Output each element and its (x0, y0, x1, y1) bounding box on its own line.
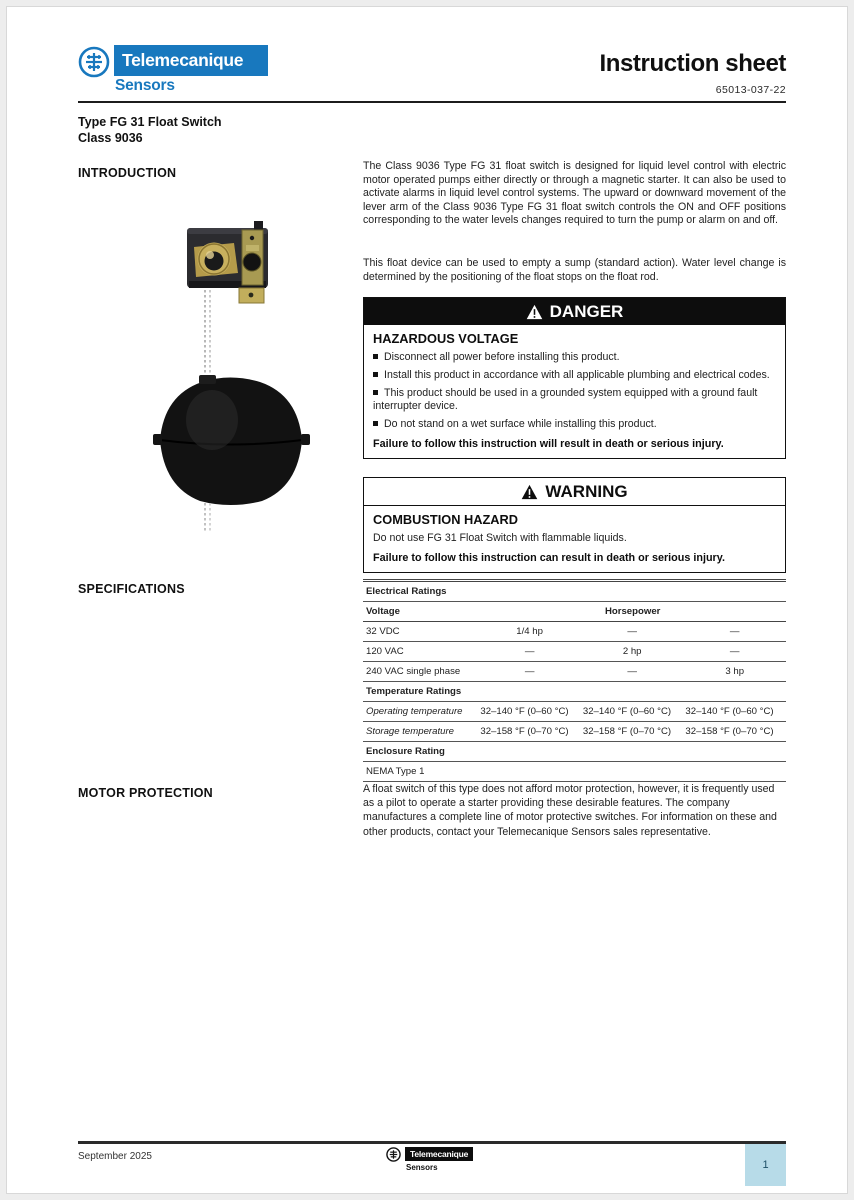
warning-label: WARNING (545, 481, 628, 501)
specifications-table (363, 579, 786, 782)
hp-cell: — (683, 642, 786, 662)
product-title-line2: Class 9036 (78, 131, 143, 145)
danger-hazard-title: HAZARDOUS VOLTAGE (373, 331, 519, 346)
footer-brand-name: Telemecanique (405, 1147, 473, 1161)
warning-failure-statement: Failure to follow this instruction can result in death or serious injury. (373, 551, 725, 564)
table-section-label: Temperature Ratings (363, 682, 786, 702)
hp-cell: — (581, 662, 684, 682)
bullet-square-icon (373, 390, 378, 395)
table-row (363, 662, 786, 682)
danger-bullet-text: Do not stand on a wet surface while installing this product. (384, 418, 657, 431)
table-row (363, 702, 786, 722)
product-title (78, 114, 222, 146)
footer-logo-text (405, 1147, 473, 1172)
table-header-row (363, 602, 786, 622)
temp-value-cell: 32–158 °F (0–70 °C) (683, 722, 786, 742)
voltage-cell: 120 VAC (363, 642, 478, 662)
table-section-electrical (363, 581, 786, 602)
page-number-badge: 1 (745, 1144, 786, 1186)
telemecanique-logo-icon (386, 1147, 401, 1162)
danger-bullet-text: This product should be used in a grounded system equipped with a ground fault interrupter device. (373, 386, 758, 413)
bullet-square-icon (373, 421, 378, 426)
warning-triangle-icon (526, 304, 543, 320)
temp-label-cell: Operating temperature (363, 702, 478, 722)
footer-logo (386, 1147, 473, 1172)
table-row (363, 622, 786, 642)
voltage-cell: 32 VDC (363, 622, 478, 642)
table-section-label: Enclosure Rating (363, 742, 786, 762)
hp-cell: 2 hp (581, 642, 684, 662)
header-rule (78, 101, 786, 103)
warning-box (363, 477, 786, 573)
table-section-enclosure (363, 742, 786, 762)
warning-triangle-icon (521, 484, 538, 500)
hp-cell: — (478, 642, 581, 662)
danger-bullet (373, 351, 776, 365)
danger-failure-statement: Failure to follow this instruction will result in death or serious injury. (373, 437, 724, 450)
table-row (363, 722, 786, 742)
table-row (363, 762, 786, 782)
danger-bullet (373, 369, 776, 383)
warning-body-text: Do not use FG 31 Float Switch with flammable liquids. (373, 532, 627, 544)
danger-header (364, 298, 785, 325)
section-heading-motor-protection: MOTOR PROTECTION (78, 786, 213, 800)
bullet-square-icon (373, 372, 378, 377)
footer-brand-sub: Sensors (406, 1163, 438, 1172)
warning-header (364, 478, 785, 506)
hp-cell: — (478, 662, 581, 682)
intro-paragraph-2: This float device can be used to empty a sump (standard action). Water level change is determined by the positioning of the float stops on the float rod. (363, 257, 786, 283)
temp-value-cell: 32–140 °F (0–60 °C) (683, 702, 786, 722)
voltage-column-header: Voltage (363, 602, 478, 622)
footer-date: September 2025 (78, 1151, 152, 1162)
table-row (363, 642, 786, 662)
temp-value-cell: 32–158 °F (0–70 °C) (478, 722, 581, 742)
nema-cell: NEMA Type 1 (363, 762, 786, 782)
danger-box (363, 297, 786, 459)
footer-rule (78, 1141, 786, 1144)
brand-name: Telemecanique (114, 45, 268, 76)
temp-label-cell: Storage temperature (363, 722, 478, 742)
table-section-temperature (363, 682, 786, 702)
brand-sub: Sensors (115, 77, 175, 94)
horsepower-column-header: Horsepower (478, 602, 786, 622)
warning-hazard-title: COMBUSTION HAZARD (373, 512, 519, 527)
temp-value-cell: 32–158 °F (0–70 °C) (581, 722, 684, 742)
danger-bullet (373, 418, 776, 432)
telemecanique-logo-icon (78, 46, 110, 78)
danger-bullet-text: Disconnect all power before installing this product. (384, 351, 620, 363)
section-heading-introduction: INTRODUCTION (78, 166, 177, 180)
hp-cell: 1/4 hp (478, 622, 581, 642)
bullet-square-icon (373, 354, 378, 359)
danger-label: DANGER (549, 301, 624, 321)
hp-cell: — (683, 622, 786, 642)
danger-bullet (373, 387, 776, 415)
table-section-label: Electrical Ratings (363, 581, 786, 602)
hp-cell: — (581, 622, 684, 642)
document-title: Instruction sheet (599, 50, 786, 77)
danger-bullet-text: Install this product in accordance with all applicable plumbing and electrical codes. (384, 368, 770, 381)
hp-cell: 3 hp (683, 662, 786, 682)
motor-protection-paragraph: A float switch of this type does not afford motor protection, however, it is frequently used as a pilot to operate a starter providing these desirable features. The company manufactures a complete line of motor protective switches. For information on these and other products, contact your Telemecanique Sensors sales representative. (363, 783, 777, 838)
section-heading-specifications: SPECIFICATIONS (78, 582, 185, 596)
float-switch-photo (150, 215, 315, 535)
intro-paragraph-1: The Class 9036 Type FG 31 float switch is designed for liquid level control with electric motor operated pumps either directly or through a magnetic starter. It can also be used to activate alarms in liquid level control systems. The upward or downward movement of the lever arm of the Class 9036 Type FG 31 float switch controls the ON and OFF positions corresponding to the water levels changes required to turn the pump or alarm on and off. (363, 160, 786, 227)
document-number: 65013-037-22 (715, 84, 786, 96)
temp-value-cell: 32–140 °F (0–60 °C) (478, 702, 581, 722)
product-title-line1: Type FG 31 Float Switch (78, 115, 222, 129)
temp-value-cell: 32–140 °F (0–60 °C) (581, 702, 684, 722)
voltage-cell: 240 VAC single phase (363, 662, 478, 682)
